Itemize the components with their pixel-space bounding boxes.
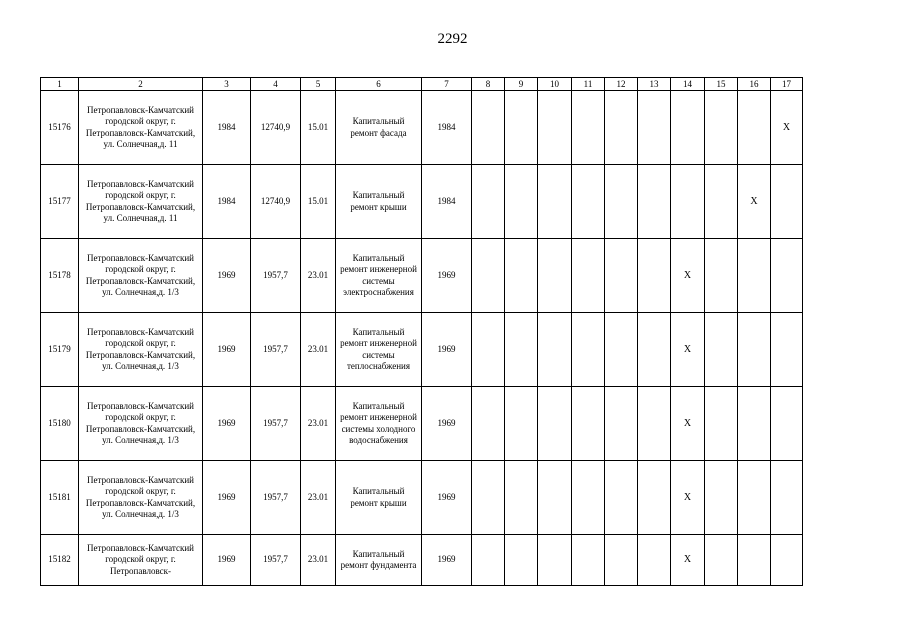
work-cell [336, 313, 422, 387]
mark-cell-col-10 [538, 91, 572, 165]
column-header: 16 [738, 78, 771, 91]
work-year-cell: 1969 [422, 387, 472, 461]
table-row [41, 313, 803, 387]
address-cell-text: Петропавловск-Камчатский городской округ, г. Петропавловск-Камчатский, ул. Солнечная,д. 1/3 [85, 400, 196, 445]
mark-cell-col-10 [538, 535, 572, 586]
row-id-cell: 15182 [41, 535, 79, 586]
row-id-cell: 15178 [41, 239, 79, 313]
column-header: 2 [79, 78, 203, 91]
work-cell [336, 461, 422, 535]
mark-cell-col-17 [771, 239, 803, 313]
area-cell: 1957,7 [251, 535, 301, 586]
mark-cell-col-13 [638, 461, 671, 535]
address-cell-text: Петропавловск-Камчатский городской округ, г. Петропавловск-Камчатский, ул. Солнечная,д. 1/3 [85, 474, 196, 519]
register-table [40, 77, 803, 586]
column-header: 5 [301, 78, 336, 91]
mark-cell-col-12 [605, 91, 638, 165]
mark-cell-col-8 [472, 239, 505, 313]
mark-cell-col-17 [771, 165, 803, 239]
code-cell: 23.01 [301, 461, 336, 535]
column-header: 6 [336, 78, 422, 91]
address-cell-text: Петропавловск-Камчатский городской округ, г. Петропавловск-Камчатский, ул. Солнечная,д. 11 [85, 104, 196, 149]
mark-cell-col-16: X [738, 165, 771, 239]
work-year-cell: 1969 [422, 461, 472, 535]
mark-cell-col-11 [572, 461, 605, 535]
header-row [41, 78, 803, 91]
mark-cell-col-15 [705, 165, 738, 239]
mark-cell-col-13 [638, 387, 671, 461]
mark-cell-col-17 [771, 313, 803, 387]
mark-cell-col-9 [505, 535, 538, 586]
mark-cell-col-8 [472, 313, 505, 387]
work-year-cell: 1969 [422, 239, 472, 313]
mark-cell-col-17 [771, 461, 803, 535]
area-cell: 1957,7 [251, 239, 301, 313]
work-year-cell: 1984 [422, 91, 472, 165]
mark-cell-col-10 [538, 239, 572, 313]
mark-cell-col-9 [505, 239, 538, 313]
mark-cell-col-17 [771, 387, 803, 461]
mark-cell-col-11 [572, 387, 605, 461]
mark-cell-col-12 [605, 461, 638, 535]
mark-cell-col-13 [638, 535, 671, 586]
mark-cell-col-16 [738, 91, 771, 165]
table-row [41, 387, 803, 461]
code-cell: 15.01 [301, 165, 336, 239]
work-cell-text: Капитальный ремонт фасада [350, 116, 407, 138]
address-cell [79, 165, 203, 239]
mark-cell-col-14: X [671, 313, 705, 387]
column-header: 7 [422, 78, 472, 91]
address-cell [79, 387, 203, 461]
address-cell [79, 461, 203, 535]
code-cell: 23.01 [301, 535, 336, 586]
column-header: 8 [472, 78, 505, 91]
code-cell: 23.01 [301, 387, 336, 461]
mark-cell-col-15 [705, 387, 738, 461]
mark-cell-col-10 [538, 387, 572, 461]
year-built-cell: 1984 [203, 91, 251, 165]
mark-cell-col-12 [605, 165, 638, 239]
work-cell [336, 165, 422, 239]
mark-cell-col-15 [705, 91, 738, 165]
mark-cell-col-10 [538, 165, 572, 239]
mark-cell-col-8 [472, 165, 505, 239]
row-id-cell: 15177 [41, 165, 79, 239]
mark-cell-col-14: X [671, 461, 705, 535]
work-cell [336, 239, 422, 313]
mark-cell-col-8 [472, 535, 505, 586]
mark-cell-col-11 [572, 91, 605, 165]
mark-cell-col-8 [472, 91, 505, 165]
address-cell [79, 313, 203, 387]
work-year-cell: 1969 [422, 535, 472, 586]
mark-cell-col-9 [505, 165, 538, 239]
table-row [41, 461, 803, 535]
address-cell [79, 535, 203, 586]
column-header: 17 [771, 78, 803, 91]
page-number: 2292 [437, 31, 468, 47]
work-cell-text: Капитальный ремонт инженерной системы электроснабжения [340, 252, 417, 297]
work-year-cell: 1969 [422, 313, 472, 387]
year-built-cell: 1969 [203, 313, 251, 387]
year-built-cell: 1969 [203, 387, 251, 461]
mark-cell-col-15 [705, 535, 738, 586]
mark-cell-col-8 [472, 461, 505, 535]
address-cell-text: Петропавловск-Камчатский городской округ, г. Петропавловск-Камчатский, ул. Солнечная,д. 11 [85, 178, 196, 223]
area-cell: 12740,9 [251, 165, 301, 239]
work-year-cell: 1984 [422, 165, 472, 239]
area-cell: 1957,7 [251, 387, 301, 461]
column-header: 11 [572, 78, 605, 91]
table-row [41, 91, 803, 165]
address-cell [79, 91, 203, 165]
column-header: 4 [251, 78, 301, 91]
column-header: 3 [203, 78, 251, 91]
work-cell-text: Капитальный ремонт инженерной системы холодного водоснабжения [340, 400, 417, 445]
column-header: 1 [41, 78, 79, 91]
year-built-cell: 1969 [203, 461, 251, 535]
address-cell [79, 239, 203, 313]
mark-cell-col-11 [572, 535, 605, 586]
mark-cell-col-15 [705, 461, 738, 535]
column-header: 9 [505, 78, 538, 91]
code-cell: 23.01 [301, 239, 336, 313]
row-id-cell: 15179 [41, 313, 79, 387]
row-id-cell: 15181 [41, 461, 79, 535]
mark-cell-col-14 [671, 91, 705, 165]
year-built-cell: 1969 [203, 239, 251, 313]
mark-cell-col-11 [572, 239, 605, 313]
address-cell-text: Петропавловск-Камчатский городской округ, г. Петропавловск-Камчатский, ул. Солнечная,д. 1/3 [85, 252, 196, 297]
column-header: 15 [705, 78, 738, 91]
work-cell-text: Капитальный ремонт фундамента [340, 548, 417, 570]
work-cell-text: Капитальный ремонт крыши [350, 190, 407, 212]
mark-cell-col-10 [538, 313, 572, 387]
mark-cell-col-11 [572, 313, 605, 387]
mark-cell-col-13 [638, 239, 671, 313]
mark-cell-col-15 [705, 313, 738, 387]
mark-cell-col-14: X [671, 239, 705, 313]
table-row [41, 165, 803, 239]
mark-cell-col-15 [705, 239, 738, 313]
column-header: 10 [538, 78, 572, 91]
mark-cell-col-12 [605, 535, 638, 586]
mark-cell-col-12 [605, 313, 638, 387]
mark-cell-col-17 [771, 535, 803, 586]
area-cell: 12740,9 [251, 91, 301, 165]
address-cell-text: Петропавловск-Камчатский городской округ, г. Петропавловск-Камчатский, ул. Солнечная,д. 1/3 [85, 326, 196, 371]
mark-cell-col-16 [738, 387, 771, 461]
work-cell [336, 91, 422, 165]
work-cell [336, 387, 422, 461]
mark-cell-col-14: X [671, 535, 705, 586]
mark-cell-col-9 [505, 91, 538, 165]
mark-cell-col-10 [538, 461, 572, 535]
table-row [41, 239, 803, 313]
mark-cell-col-12 [605, 239, 638, 313]
code-cell: 23.01 [301, 313, 336, 387]
mark-cell-col-12 [605, 387, 638, 461]
mark-cell-col-14: X [671, 387, 705, 461]
mark-cell-col-17: X [771, 91, 803, 165]
work-cell-text: Капитальный ремонт крыши [350, 486, 407, 508]
code-cell: 15.01 [301, 91, 336, 165]
mark-cell-col-13 [638, 313, 671, 387]
mark-cell-col-14 [671, 165, 705, 239]
column-header: 14 [671, 78, 705, 91]
area-cell: 1957,7 [251, 461, 301, 535]
mark-cell-col-16 [738, 239, 771, 313]
year-built-cell: 1984 [203, 165, 251, 239]
year-built-cell: 1969 [203, 535, 251, 586]
area-cell: 1957,7 [251, 313, 301, 387]
column-header: 13 [638, 78, 671, 91]
mark-cell-col-16 [738, 461, 771, 535]
mark-cell-col-13 [638, 91, 671, 165]
mark-cell-col-16 [738, 313, 771, 387]
mark-cell-col-9 [505, 313, 538, 387]
work-cell [336, 535, 422, 586]
mark-cell-col-16 [738, 535, 771, 586]
mark-cell-col-9 [505, 461, 538, 535]
work-cell-text: Капитальный ремонт инженерной системы теплоснабжения [340, 326, 417, 371]
row-id-cell: 15180 [41, 387, 79, 461]
mark-cell-col-9 [505, 387, 538, 461]
mark-cell-col-13 [638, 165, 671, 239]
mark-cell-col-8 [472, 387, 505, 461]
mark-cell-col-11 [572, 165, 605, 239]
table-row [41, 535, 803, 586]
row-id-cell: 15176 [41, 91, 79, 165]
address-cell-text: Петропавловск-Камчатский городской округ, г. Петропавловск- [87, 543, 194, 576]
column-header: 12 [605, 78, 638, 91]
